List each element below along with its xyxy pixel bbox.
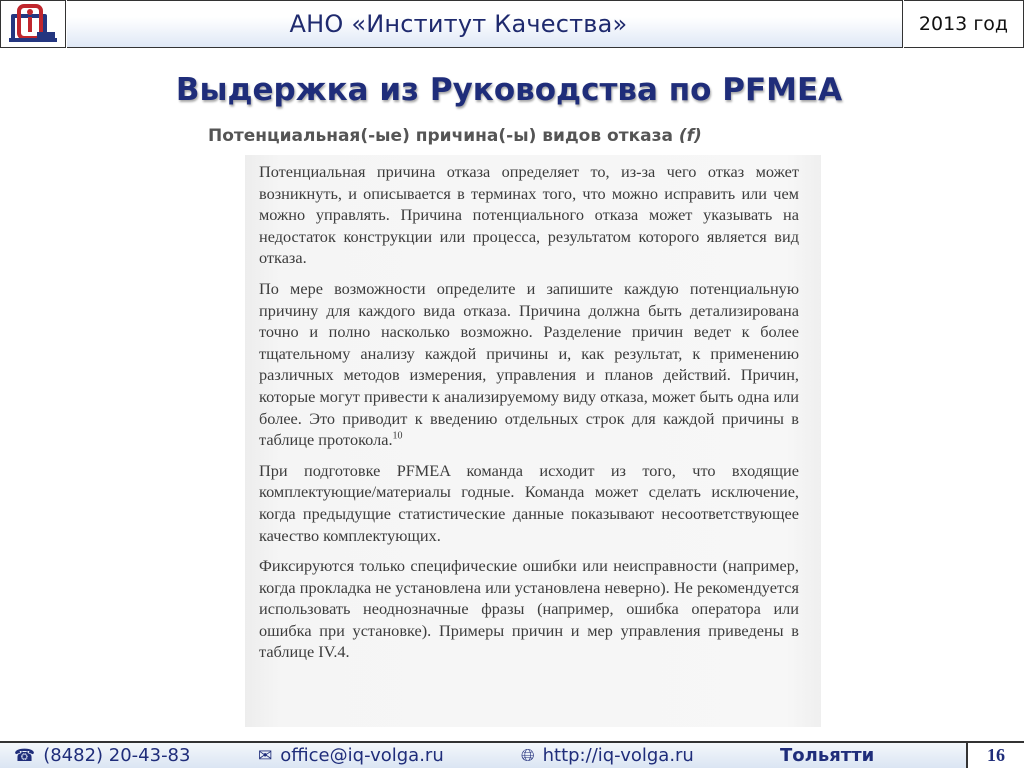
scanned-document-excerpt [245, 155, 821, 727]
city-name: Тольятти [780, 745, 875, 766]
footer-phone [14, 745, 190, 766]
document-paragraph-4: Фиксируются только специфические ошибки или неисправности (например, когда прокладка не установлена или установлена неверно). Не рекомендуется использовать неоднозначные фразы (например, ошибка оператора или ошибка при установке). Примеры причин и мер управления приведены в таблице IV.4. [259, 556, 799, 662]
slide-subtitle [208, 126, 908, 146]
logo-cell [0, 0, 66, 48]
globe-icon: 🌐︎ [521, 745, 535, 766]
footer-email[interactable] [258, 745, 444, 766]
institute-logo-icon [9, 4, 57, 44]
year-label: 2013 год [918, 13, 1009, 35]
slide-footer [0, 741, 1024, 768]
document-text [259, 161, 799, 672]
website-link[interactable]: http://iq-volga.ru [542, 745, 694, 766]
document-paragraph-3: При подготовке PFMEA команда исходит из того, что входящие комплектующие/материалы годные. Команда может сделать исключение, когда предыдущие статистические данные показывают несоответствующее качество комплектующих. [259, 460, 799, 545]
document-paragraph-2 [259, 278, 799, 451]
subtitle-text: Потенциальная(-ые) причина(-ы) видов отказа [208, 126, 673, 146]
email-link[interactable]: office@iq-volga.ru [280, 745, 444, 766]
document-paragraph-1: Потенциальная причина отказа определяет то, из-за чего отказ может возникнуть, и описывается в терминах того, что можно исправить или чем можно управлять. Причина потенциального отказа может указывать на недостаток конструкции или процесса, результатом которого является вид отказа. [259, 162, 799, 268]
subtitle-marker: (f) [678, 126, 702, 146]
document-paragraph-2-text: По мере возможности определите и запишите каждую потенциальную причину для каждого вида отказа. Причина должна быть детализирована точно и полно насколько возможно. Разделение причин ведет к более тщательному анализу каждой причины и, как результат, к применению различных методов измерения, управления и планов действий. Причин, которые могут привести к анализируемому виду отказа, может быть одна или более. Это приводит к введению отдельных строк для каждой причины в таблице протокола. [259, 278, 799, 450]
fax-mail-icon: ✉ [258, 745, 273, 766]
phone-number: (8482) 20-43-83 [43, 745, 191, 766]
footer-website[interactable] [521, 745, 694, 766]
footnote-reference: 10 [392, 430, 403, 442]
phone-icon: ☎ [14, 745, 36, 766]
footer-city [780, 745, 874, 766]
header-year-cell [904, 0, 1024, 48]
organization-name: АНО «Институт Качества» [289, 10, 628, 38]
slide-header [0, 0, 1024, 50]
header-title-cell [67, 0, 903, 48]
page-number: 16 [966, 741, 1024, 768]
slide-title: Выдержка из Руководства по PFMEA [175, 72, 843, 108]
